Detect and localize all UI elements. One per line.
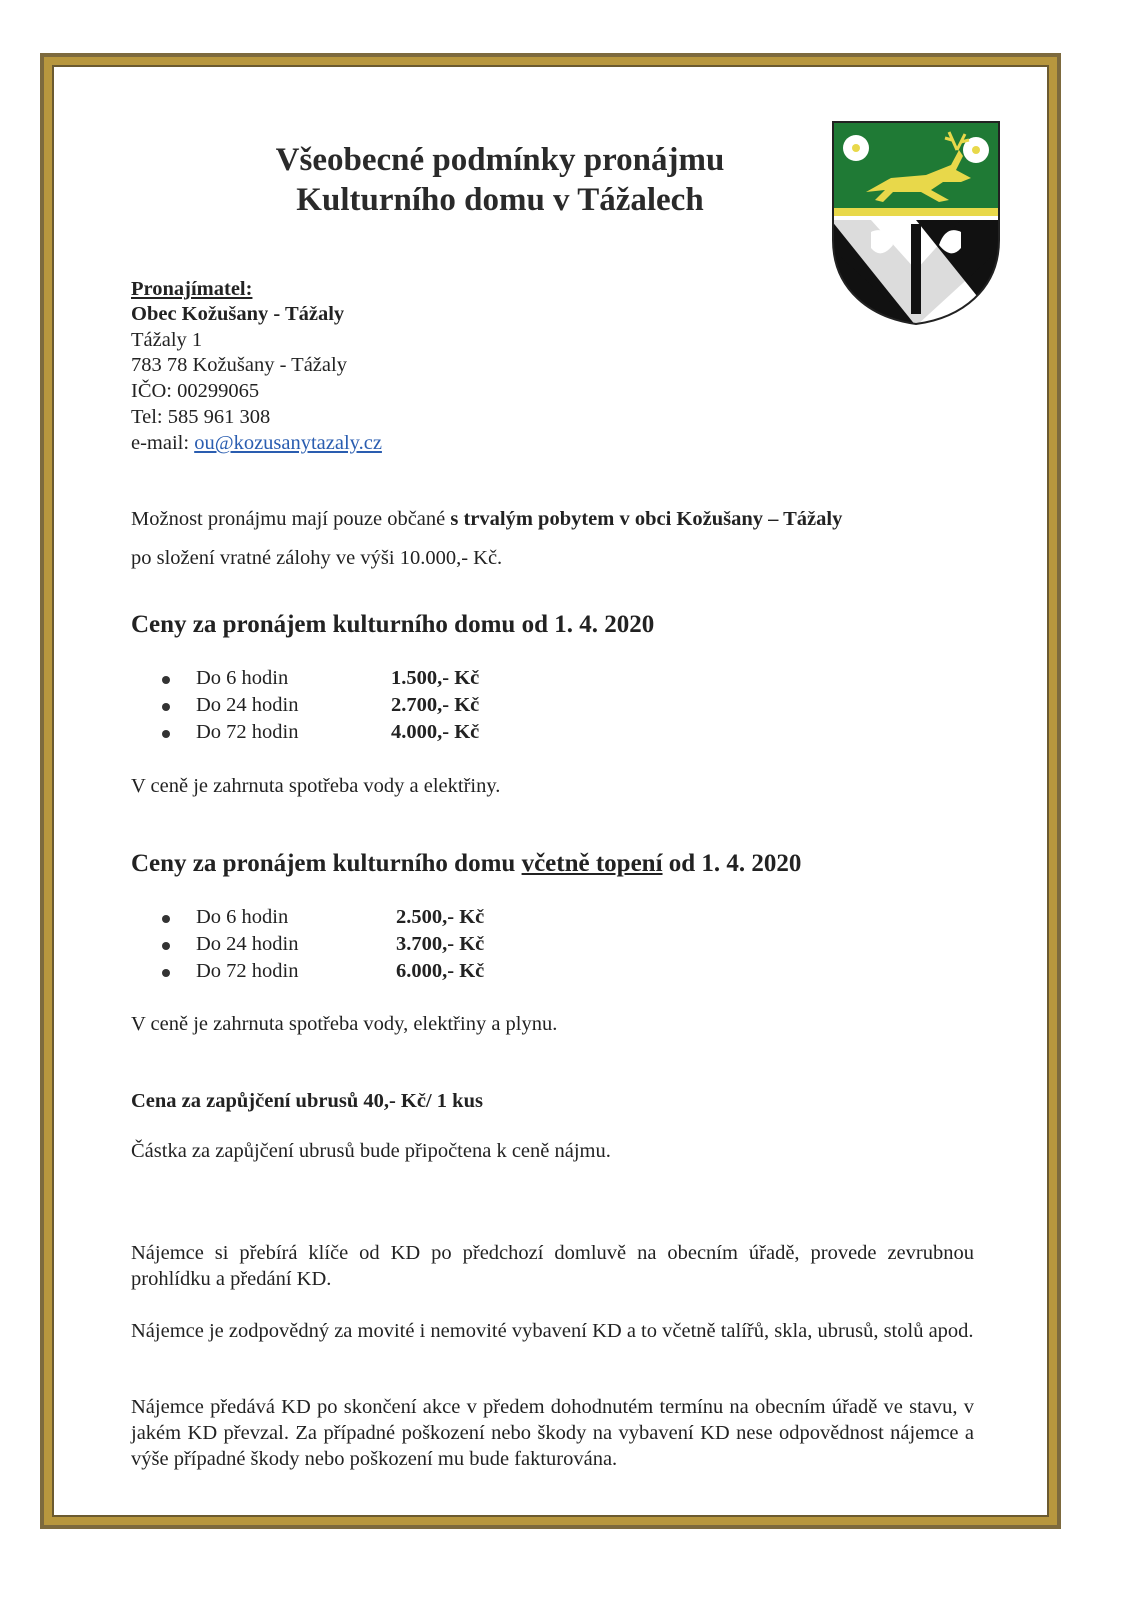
- heading-post: od 1. 4. 2020: [662, 850, 802, 877]
- landlord-street: Tážaly 1: [131, 329, 203, 351]
- prices-heating-heading: [131, 850, 801, 878]
- eligibility-line-2: po složení vratné zálohy ve výši 10.000,- Kč.: [131, 547, 503, 569]
- landlord-ico: IČO: 00299065: [131, 380, 260, 402]
- bullet-icon: [162, 676, 170, 684]
- heading-underlined: včetně topení: [521, 850, 663, 877]
- prices-heading: Ceny za pronájem kulturního domu od 1. 4. 2020: [131, 611, 655, 638]
- title-line-1: Všeobecné podmínky pronájmu: [275, 142, 725, 178]
- price-label: Do 6 hodin: [196, 906, 289, 928]
- document-title: [150, 140, 850, 220]
- paragraph-keys: Nájemce si přebírá klíče od KD po předchozí domluvě na obecním úřadě, provede zevrubnou prohlídku a předání KD.: [131, 1242, 974, 1290]
- price-label: Do 24 hodin: [196, 933, 299, 955]
- email-link[interactable]: ou@kozusanytazaly.cz: [194, 432, 382, 454]
- title-line-2: Kulturního domu v Tážalech: [296, 182, 704, 218]
- landlord-city: 783 78 Kožušany - Tážaly: [131, 354, 347, 376]
- price-value: 3.700,- Kč: [396, 933, 485, 955]
- tablecloth-text: Částka za zapůjčení ubrusů bude připočtena k ceně nájmu.: [131, 1140, 611, 1162]
- coat-of-arms-icon: [831, 120, 1001, 326]
- prices-heating-note: V ceně je zahrnuta spotřeba vody, elektřiny a plynu.: [131, 1013, 558, 1035]
- heading-pre: Ceny za pronájem kulturního domu: [131, 850, 522, 877]
- eligibility-bold: s trvalým pobytem v obci Kožušany – Tážaly: [450, 508, 843, 530]
- bullet-icon: [162, 915, 170, 923]
- bullet-icon: [162, 942, 170, 950]
- bullet-icon: [162, 969, 170, 977]
- eligibility-line-1: [131, 507, 842, 532]
- price-value: 2.700,- Kč: [391, 694, 480, 716]
- eligibility-prefix: Možnost pronájmu mají pouze občané: [131, 508, 451, 530]
- paragraph-handover: Nájemce předává KD po skončení akce v předem dohodnutém termínu na obecním úřadě ve stavu, v jakém KD převzal. Za případné poškození nebo škody na vybavení KD nese odpovědnost nájemce a výše případné škody nebo poškození mu bude fakturována.: [131, 1396, 974, 1470]
- tablecloth-heading: Cena za zapůjčení ubrusů 40,- Kč/ 1 kus: [131, 1090, 483, 1112]
- price-value: 2.500,- Kč: [396, 906, 485, 928]
- prices-note: V ceně je zahrnuta spotřeba vody a elektřiny.: [131, 775, 501, 797]
- price-value: 6.000,- Kč: [396, 960, 485, 982]
- landlord-name: Obec Kožušany - Tážaly: [131, 303, 345, 325]
- landlord-tel: Tel: 585 961 308: [131, 406, 271, 428]
- landlord-heading: Pronajímatel:: [131, 278, 253, 300]
- price-label: Do 72 hodin: [196, 960, 299, 982]
- bullet-icon: [162, 703, 170, 711]
- price-value: 4.000,- Kč: [391, 721, 480, 743]
- price-label: Do 24 hodin: [196, 694, 299, 716]
- price-label: Do 72 hodin: [196, 721, 299, 743]
- email-label: e-mail:: [131, 432, 195, 454]
- bullet-icon: [162, 730, 170, 738]
- price-label: Do 6 hodin: [196, 667, 289, 689]
- paragraph-responsibility: Nájemce je zodpovědný za movité i nemovité vybavení KD a to včetně talířů, skla, ubrusů, stolů apod.: [131, 1320, 974, 1342]
- landlord-email-row: [131, 431, 382, 456]
- price-value: 1.500,- Kč: [391, 667, 480, 689]
